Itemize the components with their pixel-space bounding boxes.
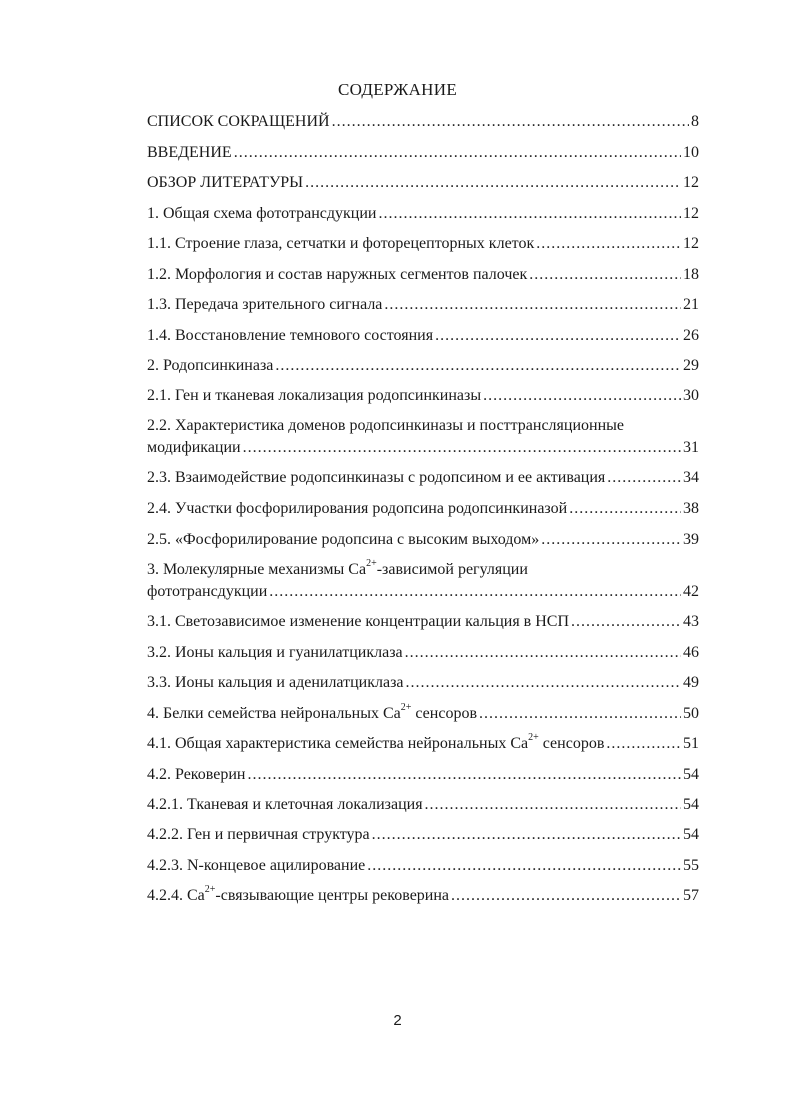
page-number: 2 (393, 1012, 402, 1029)
dot-leader (234, 143, 681, 163)
toc-entry-text: 2.3. Взаимодействие родопсинкиназы с родопсином и ее активация (147, 469, 606, 486)
dot-leader (607, 468, 681, 488)
superscript: 2+ (204, 883, 216, 895)
dot-leader (305, 173, 681, 193)
toc-entry (147, 673, 699, 693)
toc-entry (147, 499, 699, 519)
dot-leader (529, 265, 681, 285)
toc-entry-text: ВВЕДЕНИЕ (147, 144, 232, 161)
dot-leader (425, 795, 681, 815)
toc-entry-page: 55 (683, 857, 699, 874)
toc-entry-page: 46 (683, 644, 699, 661)
toc-entry-page: 21 (683, 296, 699, 313)
page-title: СОДЕРЖАНИЕ (337, 80, 458, 99)
toc-entry-first-line: 2.2. Характеристика доменов родопсинкиназы и посттрансляционные (147, 417, 624, 434)
toc-entry-text: 1.2. Морфология и состав наружных сегментов палочек (147, 266, 528, 283)
dot-leader (483, 386, 681, 406)
dot-leader (536, 234, 681, 254)
toc-entry (147, 731, 699, 754)
superscript: 2+ (366, 557, 377, 569)
dot-leader (372, 825, 681, 845)
toc-entry-text-part: 4. Белки семейства нейрональных Са (147, 705, 401, 722)
toc-entry (147, 326, 699, 346)
toc-entry-page: 54 (683, 796, 699, 813)
toc-entry-text: фототрансдукции (147, 583, 268, 600)
toc-entry-text-part: 4.2.4. Са (147, 887, 205, 904)
toc-entry-text (147, 701, 477, 724)
dot-leader (571, 612, 681, 632)
toc-entry (147, 701, 699, 724)
toc-entry-text-part: сенсоров (538, 735, 605, 752)
dot-leader (269, 582, 681, 602)
toc-entry-page: 51 (683, 735, 699, 752)
toc-entry (147, 234, 699, 254)
toc-entry (147, 356, 699, 376)
toc-entry-text: ОБЗОР ЛИТЕРАТУРЫ (147, 174, 304, 191)
toc-entry-text: 3.3. Ионы кальция и аденилатциклаза (147, 674, 404, 691)
toc-entry-text-part: -связывающие центры рековерина (215, 887, 450, 904)
toc-entry (147, 265, 699, 285)
dot-leader (332, 112, 689, 132)
dot-leader (435, 326, 681, 346)
toc-entry-text: 1.4. Восстановление темнового состояния (147, 327, 434, 344)
toc-entry-text: 2. Родопсинкиназа (147, 357, 274, 374)
toc-entry (147, 856, 699, 876)
toc-entry-page: 12 (683, 205, 699, 222)
toc-entry-page: 54 (683, 766, 699, 783)
toc-entry-page: 18 (683, 266, 699, 283)
toc-entry (147, 468, 699, 488)
toc-entry-page: 29 (683, 357, 699, 374)
toc-entry-page: 38 (683, 500, 699, 517)
superscript: 2+ (400, 701, 412, 713)
toc-entry-text: 2.5. «Фосфорилирование родопсина с высоким выходом» (147, 531, 540, 548)
toc-entry (147, 825, 699, 845)
toc-entry (147, 295, 699, 315)
dot-leader (247, 765, 681, 785)
toc-entry-text: 3.2. Ионы кальция и гуанилатциклаза (147, 644, 403, 661)
toc-entry (147, 438, 699, 458)
toc-entry-page: 50 (683, 705, 699, 722)
toc-entry-page: 30 (683, 387, 699, 404)
dot-leader (479, 704, 681, 724)
toc-entry-page: 49 (683, 674, 699, 691)
toc-entry-text: 4.2.1. Тканевая и клеточная локализация (147, 796, 423, 813)
toc-entry (147, 883, 699, 906)
toc-entry-text: 1.3. Передача зрительного сигнала (147, 296, 383, 313)
toc-entry-text: СПИСОК СОКРАЩЕНИЙ (147, 113, 330, 130)
toc-entry-page: 42 (683, 583, 699, 600)
toc-entry-page: 43 (683, 613, 699, 630)
toc-entry-text: 4.2.3. N-концевое ацилирование (147, 857, 366, 874)
toc-entry-text-part: 3. Молекулярные механизмы Са (147, 561, 367, 578)
toc-entry-page: 10 (683, 144, 699, 161)
toc-entry-page: 26 (683, 327, 699, 344)
toc-entry-text: 1.1. Строение глаза, сетчатки и фоторецепторных клеток (147, 235, 535, 252)
toc-entry-first-line (147, 557, 528, 580)
dot-leader (384, 295, 681, 315)
toc-entry-text: модификации (147, 439, 241, 456)
dot-leader (606, 734, 681, 754)
toc-entry (147, 173, 699, 193)
toc-entry (147, 612, 699, 632)
toc-entry-text (147, 731, 605, 754)
dot-leader (275, 356, 681, 376)
toc-entry-page: 39 (683, 531, 699, 548)
toc-entry-page: 12 (683, 235, 699, 252)
toc-entry-text: 2.1. Ген и тканевая локализация родопсинкиназы (147, 387, 482, 404)
superscript: 2+ (528, 731, 539, 743)
toc-entry (147, 643, 699, 663)
toc-entry-page: 12 (683, 174, 699, 191)
toc-entry (147, 386, 699, 406)
toc-entry-page: 8 (691, 113, 699, 130)
toc-entry-text (147, 883, 450, 906)
toc-entry-text-part: 4.1. Общая характеристика семейства нейрональных Са (147, 735, 529, 752)
toc-entry-page: 54 (683, 826, 699, 843)
dot-leader (451, 886, 681, 906)
toc-entry (147, 112, 699, 132)
toc-entry-page: 31 (683, 439, 699, 456)
toc-entry-text: 4.2. Рековерин (147, 766, 246, 783)
toc-entry-text: 2.4. Участки фосфорилирования родопсина родопсинкиназой (147, 500, 568, 517)
toc-entry-page: 34 (683, 469, 699, 486)
dot-leader (378, 204, 681, 224)
toc-entry (147, 795, 699, 815)
dot-leader (406, 673, 681, 693)
dot-leader (243, 438, 681, 458)
toc-entry (147, 143, 699, 163)
toc-entry (147, 204, 699, 224)
toc-entry (147, 765, 699, 785)
toc-entry-text-part: сенсоров (411, 705, 477, 722)
dot-leader (541, 530, 681, 550)
dot-leader (405, 643, 681, 663)
toc-entry (147, 582, 699, 602)
dot-leader (569, 499, 681, 519)
dot-leader (367, 856, 681, 876)
toc-entry-page: 57 (683, 887, 699, 904)
toc-entry-text-part: -зависимой регуляции (376, 561, 528, 578)
toc-entry (147, 530, 699, 550)
toc-entry-text: 1. Общая схема фототрансдукции (147, 205, 377, 222)
toc-entry-text: 3.1. Светозависимое изменение концентрации кальция в НСП (147, 613, 570, 630)
toc-entry-text: 4.2.2. Ген и первичная структура (147, 826, 370, 843)
